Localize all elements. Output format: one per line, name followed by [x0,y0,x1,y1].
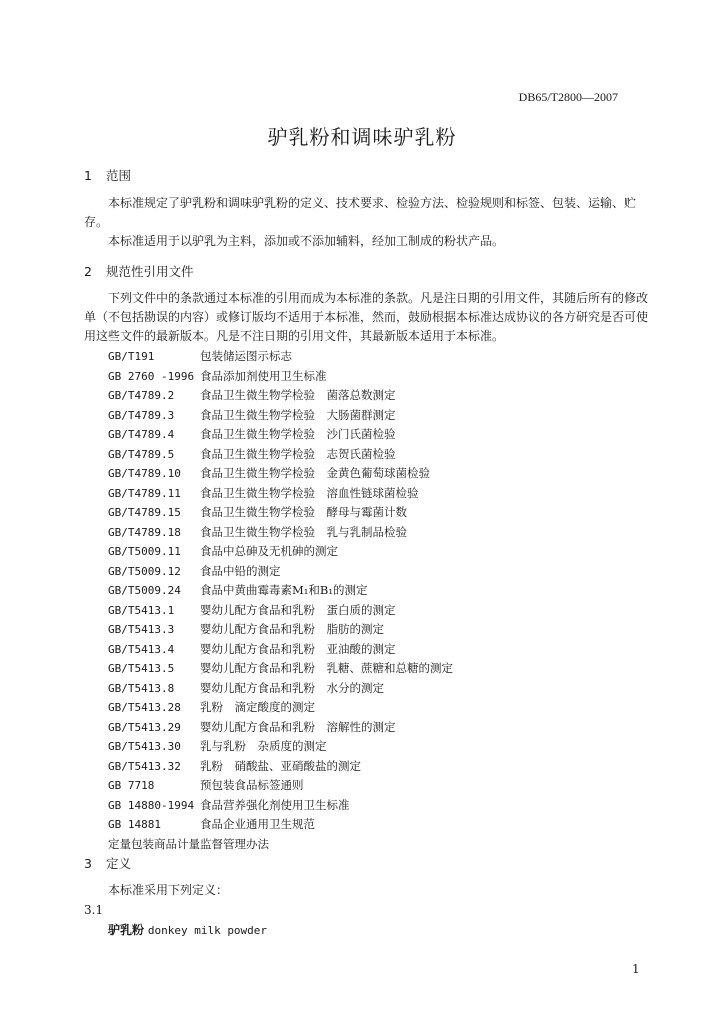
reference-item [108,368,453,388]
section-3-paragraph: 本标准采用下列定义： [108,883,229,897]
reference-name: 婴幼儿配方食品和乳粉 水分的测定 [200,680,384,695]
reference-name: 婴幼儿配方食品和乳粉 亚油酸的测定 [200,641,396,656]
reference-item [108,758,453,778]
section-number: 1 [84,168,92,183]
section-title: 规范性引用文件 [106,264,194,279]
reference-item [108,816,453,836]
reference-name: 食品企业通用卫生规范 [200,817,315,831]
reference-code: GB/T5413.30 [108,740,181,753]
section-title: 范围 [106,168,132,183]
reference-code: GB/T4789.10 [108,467,181,480]
section-number: 3 [84,856,92,871]
reference-item [108,797,453,817]
reference-name: 预包装食品标签通则 [200,778,304,792]
reference-code: GB/T191 [108,350,155,363]
reference-item [108,524,453,544]
reference-code: GB/T5413.3 [108,623,175,636]
reference-name: 食品卫生微生物学检验 菌落总数测定 [200,388,396,402]
reference-code: GB/T4789.2 [108,389,175,402]
reference-item [108,582,453,602]
reference-code: GB/T5009.24 [108,584,181,597]
reference-code: GB/T5413.28 [108,701,181,714]
reference-item [108,680,453,700]
reference-code: GB/T4789.4 [108,428,175,441]
reference-extra: 定量包装商品计量监督管理办法 [108,836,269,851]
reference-name: 乳粉 硝酸盐、亚硝酸盐的测定 [200,758,361,773]
standard-code: DB65/T2800—2007 [518,90,618,104]
reference-code: GB/T4789.18 [108,525,181,539]
section-number: 2 [84,264,92,279]
reference-name: 食品中铅的测定 [200,563,281,578]
subsection-number: 3.1 [84,903,104,917]
reference-code: GB/T5413.5 [108,662,175,675]
reference-name: 乳粉 滴定酸度的测定 [200,700,315,714]
section-1-paragraph-1: 本标准规定了驴乳粉和调味驴乳粉的定义、技术要求、检验方法、检验规则和标签、包装、运输、贮存。 [84,196,637,229]
reference-name: 婴幼儿配方食品和乳粉 蛋白质的测定 [200,602,396,617]
reference-code: GB/T4789.11 [108,486,181,500]
reference-item [108,348,453,368]
reference-code: GB/T4789.15 [108,506,181,519]
reference-name: 食品卫生微生物学检验 志贺氏菌检验 [200,446,396,461]
section-1-heading [84,166,131,184]
reference-name: 婴幼儿配方食品和乳粉 脂肪的测定 [200,622,384,636]
reference-code: GB/T5009.11 [108,545,181,558]
reference-item [108,641,453,661]
reference-code: GB/T5413.1 [108,603,175,617]
reference-code: GB/T5413.29 [108,720,181,734]
reference-name: 婴幼儿配方食品和乳粉 溶解性的测定 [200,719,396,734]
reference-item [108,407,453,427]
reference-item [108,446,453,466]
reference-code: GB/T5413.4 [108,642,175,656]
reference-name: 食品营养强化剂使用卫生标准 [200,797,350,812]
section-2-paragraph: 下列文件中的条款通过本标准的引用而成为本标准的条款。凡是注日期的引用文件，其随后所有的修改单（不包括勘误的内容）或修订版均不适用于本标准，然而，鼓励根据本标准达成协议的各方研究是否可使用这些文件的最新版本。凡是不注日期的引用文件，其最新版本适用于本标准。 [84,291,649,343]
section-title: 定义 [106,856,132,871]
term-chinese: 驴乳粉 [108,923,145,937]
section-1-paragraph-2: 本标准适用于以驴乳为主料，添加或不添加辅料，经加工制成的粉状产品。 [108,234,505,248]
reference-name: 食品卫生微生物学检验 溶血性链球菌检验 [200,485,419,500]
reference-item [108,504,453,524]
reference-item [108,426,453,446]
reference-item [108,465,453,485]
page-number: 1 [632,962,640,976]
term-entry [108,921,267,938]
reference-code: GB 7718 [108,779,155,792]
reference-name: 食品添加剂使用卫生标准 [200,368,327,383]
reference-name: 食品卫生微生物学检验 大肠菌群测定 [200,407,396,422]
reference-code: GB/T5009.12 [108,564,181,578]
reference-name: 食品卫生微生物学检验 乳与乳制品检验 [200,524,407,539]
reference-code: GB/T5413.8 [108,681,175,695]
reference-item [108,738,453,758]
reference-code: GB/T5413.32 [108,759,181,773]
reference-item [108,387,453,407]
reference-name: 婴幼儿配方食品和乳粉 乳糖、蔗糖和总糖的测定 [200,661,453,675]
reference-name: 食品卫生微生物学检验 沙门氏菌检验 [200,427,396,441]
reference-item [108,563,453,583]
reference-code: GB 14881 [108,818,161,831]
reference-code: GB 2760 -1996 [108,369,195,383]
document-title: 驴乳粉和调味驴乳粉 [267,125,457,149]
reference-item [108,543,453,563]
reference-list [108,348,453,855]
term-english: donkey milk powder [147,924,268,937]
section-3-heading [84,854,131,872]
reference-name: 食品中黄曲霉毒素M₁和B₁的测定 [200,583,368,597]
reference-code: GB/T4789.5 [108,447,175,461]
reference-item [108,485,453,505]
reference-name: 食品卫生微生物学检验 金黄色葡萄球菌检验 [200,466,430,480]
reference-code: GB/T4789.3 [108,408,175,422]
reference-name: 乳与乳粉 杂质度的测定 [200,739,327,753]
reference-code: GB 14880-1994 [108,798,195,812]
reference-name: 食品中总砷及无机砷的测定 [200,544,338,558]
reference-item [108,719,453,739]
reference-item [108,660,453,680]
reference-item [108,621,453,641]
reference-item [108,777,453,797]
reference-item [108,699,453,719]
section-2-heading [84,262,194,280]
reference-item [108,602,453,622]
reference-name: 食品卫生微生物学检验 酵母与霉菌计数 [200,505,407,519]
reference-name: 包装储运图示标志 [200,349,292,363]
